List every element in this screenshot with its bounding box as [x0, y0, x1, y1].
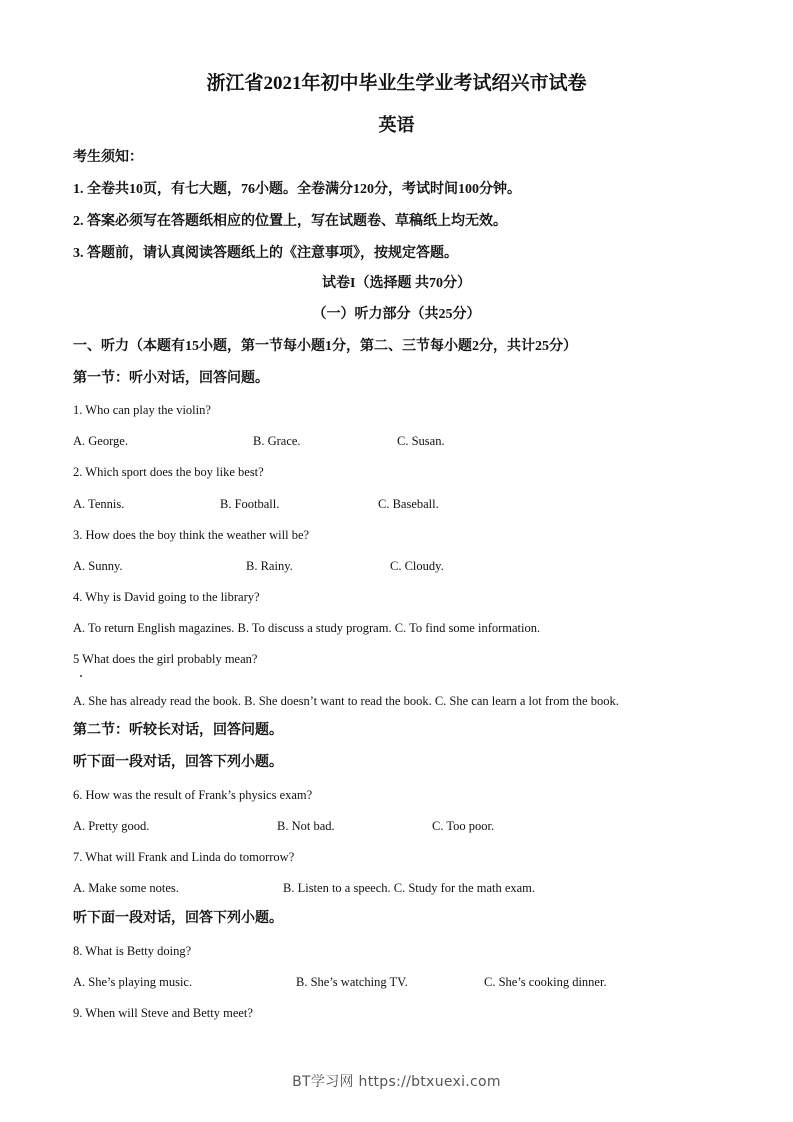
notice-item-2: 2. 答案必须写在答题纸相应的位置上，写在试题卷、草稿纸上均无效。 [73, 214, 507, 229]
part-title: 试卷I（选择题 共70分） [322, 276, 471, 291]
q8-option-b: B. She’s watching TV. [296, 975, 408, 989]
footer-watermark: BT学习网 https://btxuexi.com [292, 1074, 501, 1090]
q7-option-a: A. Make some notes. [73, 881, 179, 895]
q6-option-b: B. Not bad. [277, 819, 335, 833]
section-title: （一）听力部分（共25分） [312, 307, 481, 322]
notice-heading: 考生须知： [73, 150, 143, 165]
stray-mark [80, 675, 82, 677]
q4-options: A. To return English magazines. B. To discuss a study program. C. To find some information. [73, 621, 541, 635]
q6-option-c: C. Too poor. [432, 819, 495, 833]
q8-option-c: C. She’s cooking dinner. [484, 975, 607, 989]
q3-option-b: B. Rainy. [246, 559, 293, 573]
q1-option-a: A. George. [73, 434, 128, 448]
question-7: 7. What will Frank and Linda do tomorrow? [73, 850, 295, 864]
question-3: 3. How does the boy think the weather will be? [73, 528, 310, 542]
question-5: 5 What does the girl probably mean? [73, 652, 258, 666]
q5-options: A. She has already read the book. B. She doesn’t want to read the book. C. She can learn a lot from the book. [73, 694, 619, 708]
question-4: 4. Why is David going to the library? [73, 590, 260, 604]
notice-item-3: 3. 答题前，请认真阅读答题纸上的《注意事项》，按规定答题。 [73, 246, 458, 261]
section-2-heading: 第二节：听较长对话，回答问题。 [73, 723, 283, 738]
q8-option-a: A. She’s playing music. [73, 975, 193, 989]
q1-option-c: C. Susan. [397, 434, 445, 448]
exam-subject: 英语 [378, 115, 415, 135]
question-2: 2. Which sport does the boy like best? [73, 465, 264, 479]
q7-options-bc: B. Listen to a speech. C. Study for the math exam. [283, 881, 536, 895]
section-1-heading: 第一节：听小对话，回答问题。 [73, 371, 269, 386]
question-1: 1. Who can play the violin? [73, 403, 211, 417]
dialog-instruction-2: 听下面一段对话，回答下列小题。 [73, 911, 283, 926]
notice-item-1: 1. 全卷共10页，有七大题，76小题。全卷满分120分，考试时间100分钟。 [73, 182, 521, 197]
dialog-instruction-1: 听下面一段对话，回答下列小题。 [73, 755, 283, 770]
q3-option-a: A. Sunny. [73, 559, 123, 573]
question-9: 9. When will Steve and Betty meet? [73, 1006, 253, 1020]
exam-title: 浙江省2021年初中毕业生学业考试绍兴市试卷 [206, 73, 587, 94]
q1-option-b: B. Grace. [253, 434, 301, 448]
question-6: 6. How was the result of Frank’s physics exam? [73, 788, 313, 802]
q2-option-b: B. Football. [220, 497, 280, 511]
q2-option-c: C. Baseball. [378, 497, 439, 511]
listening-heading: 一、听力（本题有15小题，第一节每小题1分，第二、三节每小题2分，共计25分） [73, 339, 577, 354]
q2-option-a: A. Tennis. [73, 497, 125, 511]
q6-option-a: A. Pretty good. [73, 819, 150, 833]
question-8: 8. What is Betty doing? [73, 944, 192, 958]
q3-option-c: C. Cloudy. [390, 559, 444, 573]
